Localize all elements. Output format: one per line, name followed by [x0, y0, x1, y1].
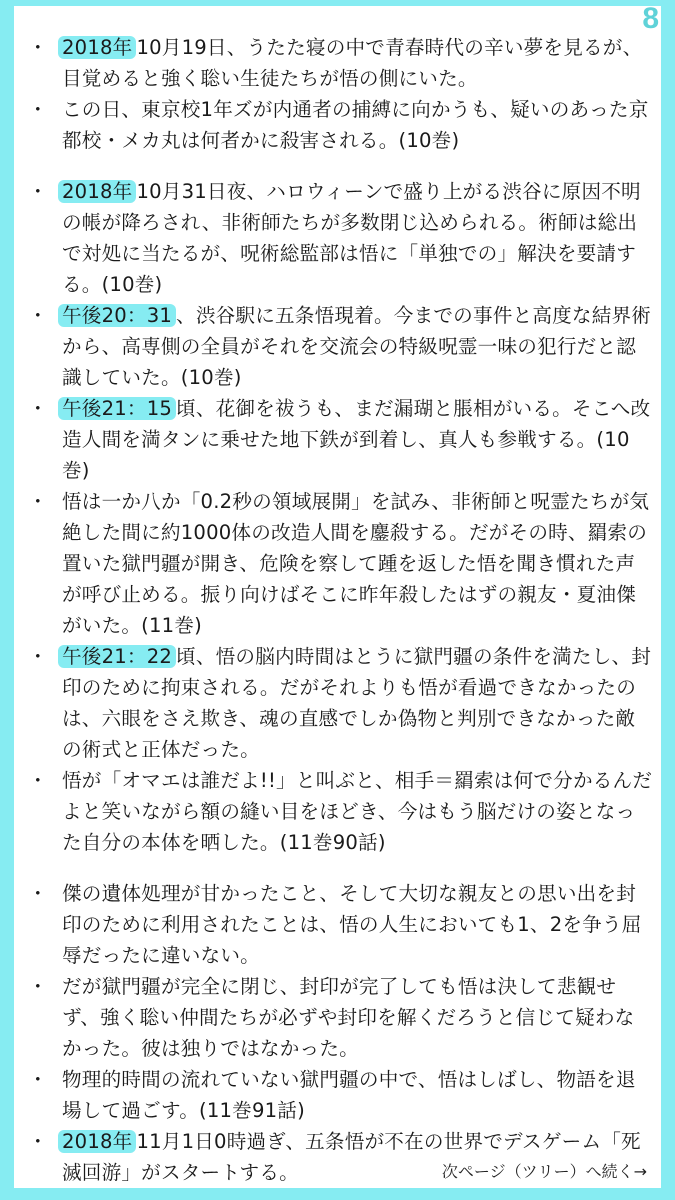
date-highlight: 2018年 — [58, 180, 136, 203]
date-highlight: 2018年 — [58, 36, 136, 59]
item-text: 頃、花御を祓うも、まだ漏瑚と脹相がいる。そこへ改造人間を満タンに乗せた地下鉄が到着し、真人も参戦する。(10巻) — [62, 397, 651, 482]
bottom-border — [14, 1188, 661, 1200]
list-item — [28, 641, 653, 765]
list-item — [28, 971, 653, 1064]
item-text: だが獄門疆が完全に閉じ、封印が完了しても悟は決して悲観せず、強く聡い仲間たちが必ずや封印を解くだろうと信じて疑わなかった。彼は独りではなかった。 — [62, 975, 635, 1060]
list-item — [28, 486, 653, 641]
top-border — [14, 0, 661, 6]
list-item — [28, 765, 653, 858]
list-item — [28, 176, 653, 300]
time-highlight: 午後21：22 — [58, 645, 176, 668]
list-item — [28, 94, 653, 156]
time-highlight: 午後20：31 — [58, 304, 176, 327]
next-page-note: 次ページ（ツリー）へ続く→ — [441, 1162, 647, 1181]
list-item — [28, 300, 653, 393]
date-highlight: 2018年 — [58, 1130, 136, 1153]
item-text: 悟は一か八か「0.2秒の領域展開」を試み、非術師と呪霊たちが気絶した間に約1000体の改造人間を鏖殺する。だがその時、羂索の置いた獄門疆が開き、危険を察して踵を返した悟を聞き慣れた声が呼び止める。振り向けばそこに昨年殺したはずの親友・夏油傑がいた。(11巻) — [62, 490, 650, 637]
item-text: 傑の遺体処理が甘かったこと、そして大切な親友との思い出を封印のために利用されたことは、悟の人生においても1、2を争う屈辱だったに違いない。 — [62, 882, 642, 967]
item-text: 11月1日0時過ぎ、五条悟が不在の世界でデスゲーム「死滅回游」がスタートする。 — [62, 1130, 641, 1184]
item-text: この日、東京校1年ズが内通者の捕縛に向かうも、疑いのあった京都校・メカ丸は何者かに殺害される。(10巻) — [62, 98, 649, 152]
item-text: 、渋谷駅に五条悟現着。今までの事件と高度な結界術から、高専側の全員がそれを交流会の特級呪霊一味の犯行だと認識していた。(10巻) — [62, 304, 652, 389]
item-text: 10月31日夜、ハロウィーンで盛り上がる渋谷に原因不明の帳が降ろされ、非術師たちが多数閉じ込められる。術師は総出で対処に当たるが、呪術総監部は悟に「単独での」解決を要請する。(10巻) — [62, 180, 641, 296]
item-text: 10月19日、うたた寝の中で青春時代の辛い夢を見るが、目覚めると強く聡い生徒たちが悟の側にいた。 — [62, 36, 643, 90]
bullet-list — [28, 32, 653, 1188]
list-item — [28, 878, 653, 971]
item-text: 悟が「オマエは誰だよ!!」と叫ぶと、相手＝羂索は何で分かるんだよと笑いながら額の縫い目をほどき、今はもう脳だけの姿となった自分の本体を晒した。(11巻90話) — [62, 769, 653, 854]
list-item — [28, 393, 653, 486]
item-text: 物理的時間の流れていない獄門疆の中で、悟はしばし、物語を退場して過ごす。(11巻91話) — [62, 1068, 636, 1122]
page-number: 8 — [642, 2, 659, 35]
time-highlight: 午後21：15 — [58, 397, 176, 420]
list-item — [28, 32, 653, 94]
item-text: 頃、悟の脳内時間はとうに獄門疆の条件を満たし、封印のために拘束される。だがそれよりも悟が看過できなかったのは、六眼をさえ欺き、魂の直感でしか偽物と判別できなかった敵の術式と正体だった。 — [62, 645, 652, 761]
list-item — [28, 1064, 653, 1126]
